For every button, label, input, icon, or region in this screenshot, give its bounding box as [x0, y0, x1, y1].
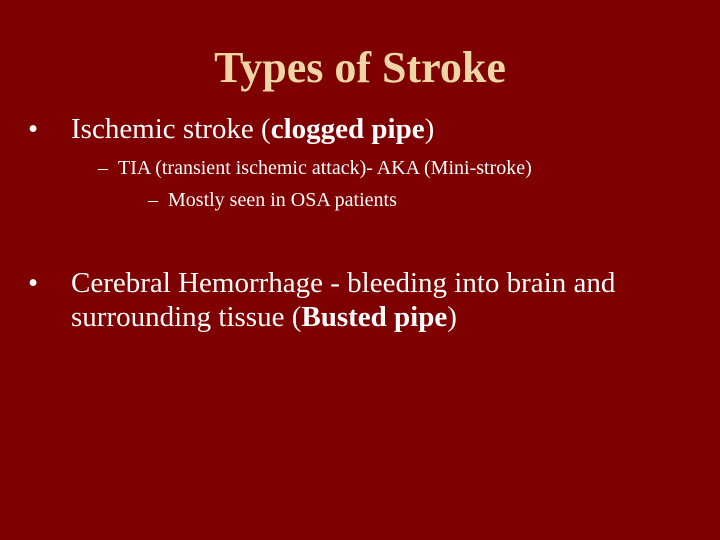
subbullet-osa	[148, 188, 397, 212]
bullet-text-plain: surrounding tissue (	[71, 301, 302, 333]
bullet-marker: •	[28, 267, 39, 299]
bullet-ischemic-stroke	[28, 112, 708, 146]
bullet-text-plain: Ischemic stroke (	[71, 113, 271, 145]
slide-title: Types of Stroke	[214, 43, 506, 92]
subbullet-marker: –	[148, 189, 158, 211]
subbullet-tia	[98, 156, 532, 180]
subbullet-marker: –	[98, 157, 108, 179]
bullet-text	[71, 266, 708, 334]
bullet-text	[71, 112, 708, 146]
bullet-text-line1: Cerebral Hemorrhage - bleeding into brain and	[71, 267, 616, 299]
bullet-text-bold: clogged pipe	[270, 113, 425, 145]
bullet-text-bold: Busted pipe	[301, 301, 448, 333]
bullet-text-end: )	[424, 113, 435, 145]
subbullet-text: Mostly seen in OSA patients	[168, 189, 397, 211]
subbullet-text: TIA (transient ischemic attack)- AKA (Mini-stroke)	[118, 157, 532, 179]
bullet-cerebral-hemorrhage	[28, 266, 708, 334]
bullet-text-end: )	[447, 301, 457, 333]
bullet-marker: •	[28, 113, 39, 145]
